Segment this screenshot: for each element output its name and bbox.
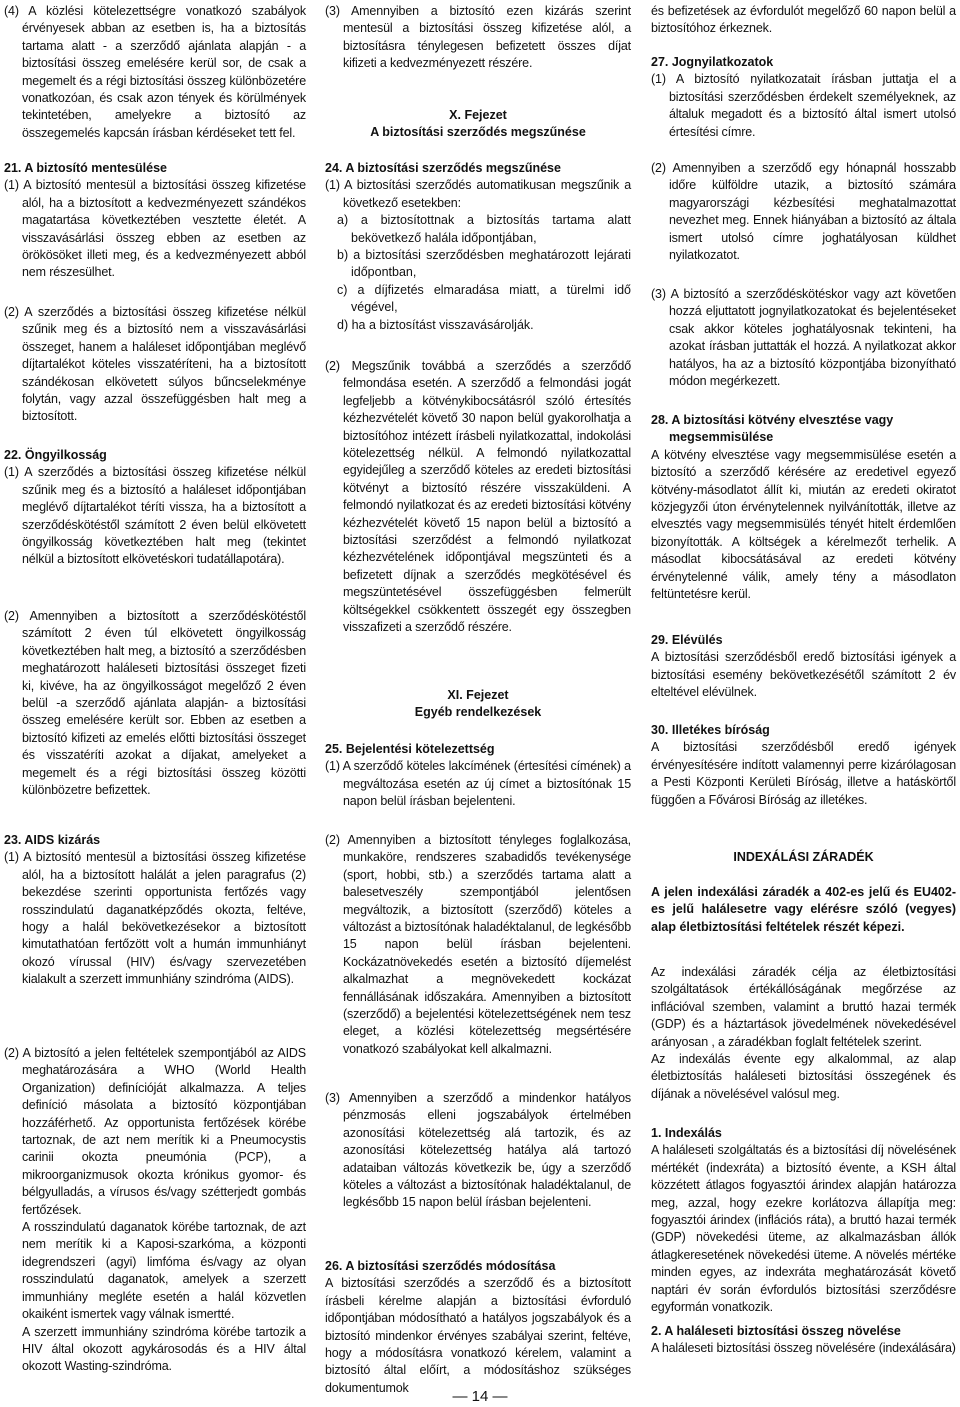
page-section-title: INDEXÁLÁSI ZÁRADÉK (733, 850, 874, 864)
paragraph: A haláleseti szolgáltatás és a biztosítási díj növelésének mértékét (indexráta) a biztosító évente, a KSH által közzétett átlagos fogyasztói árindex alapján határozza meg, azzal, hogy ezekre korlátozva állapítja meg: fogyasztói árindex (inflációs ráta), a bruttó hazai termék (GDP) növekedési üteme, az alkalmazásban állók átlagkeresetének növekedési üteme. A növelés mértéke minden egyes, az indexráta meghatározását követő naptári év során évfordulós biztosítási szerződésre egyformán vonatkozik. (651, 1143, 956, 1315)
section-heading: 24. A biztosítási szerződés megszűnése (325, 161, 561, 175)
paragraph: (3) Amennyiben a biztosító ezen kizárás szerint mentesül a biztosítási összeg kifizetése alól, a biztosításra ténylegesen befizetett összes díjat kifizeti a kedvezményezett részére. (325, 4, 631, 71)
paragraph: Az indexálási záradék célja az életbiztosítási szolgáltatások értékállóságának megőrzése az inflációval szemben, valamint a bruttó hazai termék (GDP) és a háztartások jövedelmének növekedésével arányosan , a záradékban foglalt feltételek szerint. (651, 965, 956, 1049)
section-27-p2 (651, 160, 956, 264)
section-heading: 2. A haláleseti biztosítási összeg növelése (651, 1324, 901, 1338)
section-24-p2 (325, 358, 631, 637)
section-22 (4, 447, 306, 569)
section-heading: 21. A biztosító mentesülése (4, 161, 168, 175)
chapter-title: Egyéb rendelkezések (414, 705, 542, 720)
section-25-p3 (325, 1090, 631, 1212)
col1-top-paragraph (4, 3, 306, 142)
section-heading: 22. Öngyilkosság (4, 448, 107, 462)
section-30 (651, 722, 956, 809)
paragraph: A biztosítási szerződés a szerződő és a biztosított írásbeli kérelme alapján a biztosítási évforduló időpontjában módosítható a hatályos jogszabályok és a biztosító mindenkor érvényes szabályai szerint, feltéve, hogy a módosításra vonatkozó kérelem, valamint a biztosító által előírt, a módosításhoz szükséges dokumentumok (325, 1276, 631, 1395)
paragraph: (2) A szerződés a biztosítási összeg kifizetése nélkül szűnik meg és a biztosító nem a visszavásárlási összeget, hanem a haláleset időpontjában meglévő díjtartalékot köteles visszatéríteni, ha a biztosított szándékosan elkövetett súlyos bűncselekménye folytán, vagy azzal összefüggésben halt meg a biztosított. (4, 305, 306, 424)
section-heading: 30. Illetékes bíróság (651, 723, 770, 737)
list-item: d) ha a biztosítást visszavásárolják. (337, 317, 534, 332)
paragraph: (1) A biztosító mentesül a biztosítási összeg kifizetése alól, ha a biztosított halálát a jelen paragrafus (2) bekezdése szerinti opportunista fertőzés vagy rosszindulatú daganatképződés okozta, feltéve, hogy a halál bekövetkezésekor a biztosított kimutathatóan fertőzött volt a humán immunhiányt okozó vírussal (HIV) és/vagy szervezetében kialakult a szerzett immunhiány szindróma (AIDS). (4, 850, 306, 987)
paragraph: A haláleseti biztosítási összeg növelésére (indexálására) (651, 1341, 956, 1356)
section-28 (651, 412, 956, 603)
indexalasi-zaradek-title (651, 849, 956, 866)
paragraph: A kötvény elvesztése vagy megsemmisülése esetén a biztosító a szerződő kérésére az eredetivel egyező kötvény-másodlatot állít ki, miután az eredeti okiratot közjegyzői úton érvénytelennek nyilvánították, illetve az elvesztés vagy megsemmisülés tényét hitelt érdemlően bizonyították. A költségek a kérelmezőt terhelik. A másodlat kibocsátásával az eredeti kötvény érvénytelenné válik, amely tény a másodlaton feltüntetésre kerül. (651, 447, 956, 602)
section-heading: 27. Jognyilatkozatok (651, 55, 774, 69)
page-number: — 14 — (452, 1388, 508, 1405)
paragraph: (2) Amennyiben a szerződő egy hónapnál hosszabb időre külföldre utazik, a biztosító számára magyarországi kézbesítési meghatalmazottat nevezhet meg. Ennek hiányában a biztosító az általa ismert utolsó címre joghatályosan küldhet nyilatkozatot. (651, 161, 956, 263)
section-heading: 23. AIDS kizárás (4, 833, 101, 847)
section-23-p2 (4, 1045, 306, 1376)
section-25 (325, 741, 631, 811)
chapter-number: XI. Fejezet (447, 688, 509, 702)
section-heading: 26. A biztosítási szerződés módosítása (325, 1259, 556, 1273)
section-heading: 28. A biztosítási kötvény elvesztése vagy megsemmisülése (651, 413, 894, 445)
paragraph: (3) A biztosító a szerződéskötéskor vagy azt követően hozzá eljuttatott jognyilatkozatokat és bejelentéseket csak akkor köteles joghatályosnak tekinteni, ha azokat írásban juttatták el hozzá. A nyilatkozat akkor hatályos, ha az a biztosító központjába bizonyítható módon megérkezett. (651, 287, 956, 389)
paragraph: A biztosítási szerződésből eredő igények érvényesítésére indított valamennyi perre kizárólagosan a Pesti Központi Kerületi Bíróság, illetve a hatáskörtől függően a Fővárosi Bíróság az illetékes. (651, 740, 956, 807)
indexalas-2 (651, 1323, 956, 1358)
paragraph: A szerzett immunhiány szindróma körébe tartozik a HIV által okozott agykárosodás és a HIV által okozott Wasting-szindróma. (22, 1324, 306, 1374)
section-21-p2 (4, 304, 306, 426)
section-heading: 29. Elévülés (651, 633, 723, 647)
paragraph: (3) Amennyiben a szerződő a mindenkor hatályos pénzmosás elleni jogszabályok értelmében azonosítási kötelezettség alá tartozik, és az azonosítási kötelezettség hatálya alá tartozó adataiban változás következik be, úgy a szerződő köteles a változást a biztosítónak haladéktalanul, de legkésőbb 15 napon belül írásban bejelenteni. (325, 1091, 631, 1210)
paragraph: (1) A szerződő köteles lakcímének (értesítési címének) a megváltozása esetén az új címet a biztosítónak 15 napon belül írásban bejelenteni. (325, 759, 631, 809)
paragraph: (1) A biztosító nyilatkozatait írásban juttatja el a biztosítási szerződésben érdekelt személyeknek, az általuk megadott és a biztosító által ismert utolsó értesítési címre. (651, 72, 956, 139)
paragraph: (1) A szerződés a biztosítási összeg kifizetése nélkül szűnik meg és a biztosító a haláleset időpontjában meglévő díjtartalékot téríti vissza, ha a biztosított a szerződéskötéstől számított 2 éven belül elkövetett öngyilkosság következtében halt meg (tekintet nélkül a biztosított elkövetéskori tudatállapotára). (4, 465, 306, 567)
paragraph: (1) A biztosítási szerződés automatikusan megszűnik a következő esetekben: (325, 178, 631, 210)
paragraph: (4) A közlési kötelezettségre vonatkozó szabályok érvényesek abban az esetben is, ha a biztosítás tartama alatt - a szerződő ajánlata alapján - a biztosítási összeg emelésére kerül sor, de csak a megemelt és a régi biztosítási összeg különbözetére vonatkozóan, és csak azon tények és körülmények tekintetében, amelyekre a biztosító az összegemelés kapcsán írásban kérdéseket tett fel. (4, 4, 306, 140)
paragraph: és befizetések az évfordulót megelőző 60 napon belül a biztosítóhoz érkeznek. (651, 4, 956, 36)
indexalasi-intro (651, 884, 956, 936)
list-item: a) a biztosítottnak a biztosítás tartama alatt bekövetkező halála időpontjában, (337, 213, 631, 245)
paragraph: (2) Amennyiben a biztosított tényleges foglalkozása, munkaköre, rendszeres szabadidős tevékenysége (sport, hobbi, stb.) a szerződés tartama alatt a balesetveszély szempontjából jelentősen megváltozik, a biztosított (szerződő) köteles a változást a biztosítónak haladéktalanul, de legkésőbb 15 napon belül írásban bejelenteni. Kockázatnövekedés esetén a biztosító díjemelést alkalmazhat a megnövekedett kockázat fennállásának időszakára. Amennyiben a biztosított (szerződő) a bejelentési kötelezettségének nem tesz eleget, a közlési kötelezettség megsértésére vonatkozó szabályokat kell alkalmazni. (325, 833, 631, 1056)
section-22-p2 (4, 608, 306, 799)
section-21 (4, 160, 306, 282)
section-heading: 25. Bejelentési kötelezettség (325, 742, 495, 756)
paragraph: (2) Megszűnik továbbá a szerződés a szerződő felmondása esetén. A szerződő a felmondási jogát legfeljebb a kötvénykibocsátásról szóló értesítés kézhezvételét követő 30 napon belül gyakorolhatja a biztosítóhoz intézett írásbeli nyilatkozattal, indokolási kötelezettség nélkül. A felmondó nyilatkozattal egyidejűleg a szerződő köteles az eredeti biztosítási kötvényt a biztosító részére visszaküldeni. A felmondó nyilatkozat és az eredeti biztosítási kötvény kézhezvételét követő 15 napon belül a biztosító a biztosítási szerződést a felmondó nyilatkozat kézhezvételének időpontjával megszünteti és a befizetett díjnak a szerződés megkötésével és megszüntetésével összefüggésben felmerült költségekkel csökkentett összegét egy összegben visszafizeti a szerződő részére. (325, 359, 631, 635)
chapter-number: X. Fejezet (449, 108, 507, 122)
bold-paragraph: A jelen indexálási záradék a 402-es jelű és EU402-es jelű halálesetre vagy elérésre szóló (vegyes) alap életbiztosítási feltételek részét képezi. (651, 885, 956, 934)
chapter-10-heading (325, 107, 631, 142)
paragraph: A rosszindulatú daganatok körébe tartoznak, de azt nem merítik ki a Kaposi-szarkóma, a központi idegrendszeri (agyi) limfóma és/vagy az olyan rosszindulatú daganatok, amelyek a szerzett immunhiány megléte esetén a halál közvetlen okaiként ismertek vagy válnak ismertté. (22, 1220, 306, 1322)
chapter-title: A biztosítási szerződés megszűnése (370, 125, 586, 140)
paragraph: (2) Amennyiben a biztosított a szerződéskötéstől számított 2 éven túl elkövetett öngyilkosság következtében halt meg, a biztosító a szerződésben meghatározott haláleseti biztosítási összeget fizeti ki, kivéve, ha az öngyilkosságot megelőző 2 éven belül -a szerződő ajánlata alapján- a biztosítási összeg emelésére került sor. Ebben az esetben a biztosító kifizeti az emelés előtti biztosítási összeget és visszatéríti azokat a díjakat, amelyeket a megemelt és a régi biztosítási összeg közötti különbözetre befizettek. (4, 609, 306, 798)
section-27-p3 (651, 286, 956, 390)
col2-top-paragraph (325, 3, 631, 73)
list-item: c) a díjfizetés elmaradása miatt, a türelmi idő végével, (337, 282, 631, 315)
section-25-p2 (325, 832, 631, 1058)
section-27 (651, 54, 956, 141)
paragraph: (2) A biztosító a jelen feltételek szempontjából az AIDS meghatározására a WHO (World Health Organization) definícióját alkalmazza. A teljes definíció másolata a biztosító központjában hozzáférhető. Az opportunista fertőzések körébe tartoznak, de azt nem merítik ki a Pneumocystis carinii okozta pneumónia (PCP), a mikroorganizmusok okozta krónikus gyomor- és bélgyulladás, a vírusos és/vagy szétterjedt gombás fertőzések. (4, 1046, 306, 1217)
col3-top-paragraph (651, 3, 956, 38)
list-item: b) a biztosítási szerződésben meghatározott lejárati időpontban, (337, 248, 631, 280)
section-24 (325, 160, 631, 334)
indexalasi-body (651, 964, 956, 1103)
indexalas-1 (651, 1125, 956, 1316)
section-heading: 1. Indexálás (651, 1126, 722, 1140)
paragraph: Az indexálás évente egy alkalommal, az alap életbiztosítás haláleseti biztosítási összegének és díjának a növelésével valósul meg. (651, 1052, 956, 1101)
section-29 (651, 632, 956, 702)
paragraph: A biztosítási szerződésből eredő biztosítási igények a biztosítási esemény bekövetkezésétől számított 2 év elteltével elévülnek. (651, 650, 956, 700)
chapter-11-heading (325, 687, 631, 722)
paragraph: (1) A biztosító mentesül a biztosítási összeg kifizetése alól, ha a biztosított a kedvezményezett szándékos magatartása következtében vesztette életét. A visszavásárlási összeg ebben az esetben az örökösöket illeti meg, és a kedvezményezett abból nem részesülhet. (4, 178, 306, 280)
section-26 (325, 1258, 631, 1397)
section-23 (4, 832, 306, 989)
